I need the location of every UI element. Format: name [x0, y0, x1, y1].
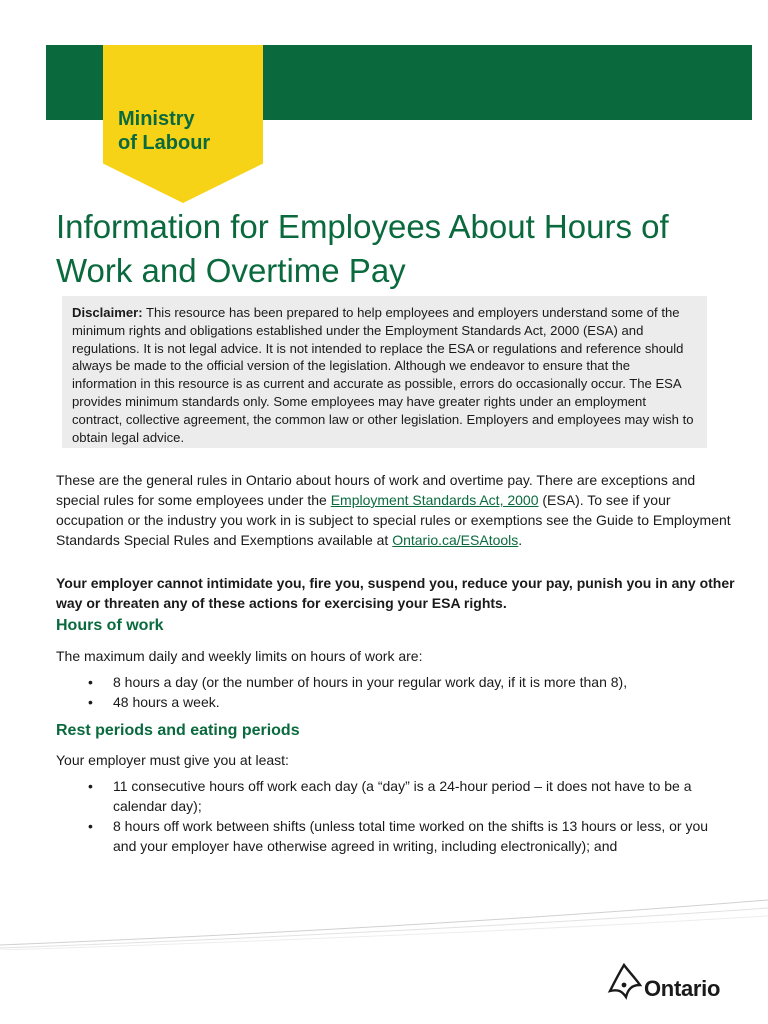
disclaimer-box: [62, 296, 707, 448]
esa-link[interactable]: Employment Standards Act, 2000: [330, 492, 539, 508]
heading-hours-of-work: Hours of work: [56, 617, 164, 634]
list-item: • 8 hours off work between shifts (unless total time worked on the shifts is 13 hours or less, or you and your employer have otherwise agreed in writing, including electronically); and: [88, 816, 728, 856]
esatools-link[interactable]: Ontario.ca/ESAtools: [392, 532, 519, 548]
intro-paragraph: [56, 470, 736, 550]
list-item: • 8 hours a day (or the number of hours in your regular work day, if it is more than 8),: [88, 672, 728, 692]
list-item: • 11 consecutive hours off work each day (a “day” is a 24-hour period – it does not have to be a calendar day);: [88, 776, 728, 816]
footer-swoosh: [0, 890, 768, 950]
hours-list: [88, 672, 728, 712]
disclaimer-paragraph: [62, 296, 707, 454]
rest-list: [88, 776, 728, 856]
disclaimer-label: Disclaimer:: [72, 305, 143, 320]
intro-text-2: (ESA). To see if your occupation or the industry you work in is subject to special rules or exemptions see the Guide to Employment Standards Special Rules and Exemptions available at: [56, 492, 731, 548]
ministry-line-2: of Labour: [118, 132, 211, 154]
list-item: • 48 hours a week.: [88, 692, 728, 712]
heading-rest-periods: Rest periods and eating periods: [56, 722, 300, 739]
trillium-icon: [606, 963, 642, 1003]
ontario-logo-text: Ontario: [644, 976, 721, 1001]
disclaimer-text: This resource has been prepared to help employees and employers understand some of the minimum rights and obligations established under the Employment Standards Act, 2000 (ESA) and regulations. It is not legal advice. It is not intended to replace the ESA or regulations and reference should always be made to the official version of the legislation. Although we endeavor to ensure that the information in this resource is as current and accurate as possible, errors do occasionally occur. The ESA provides minimum standards only. Some employees may have greater rights under an employment contract, collective agreement, the common law or other legislation. Employers and employees may wish to obtain legal advice.: [72, 305, 694, 445]
ministry-line-1: Ministry: [118, 108, 195, 130]
rights-warning: Your employer cannot intimidate you, fire you, suspend you, reduce your pay, punish you in any other way or threaten any of these actions for exercising your ESA rights.: [56, 575, 735, 611]
page-title: Information for Employees About Hours of Work and Overtime Pay: [56, 208, 669, 289]
hours-intro: The maximum daily and weekly limits on hours of work are:: [56, 648, 423, 664]
ministry-name: [118, 107, 210, 155]
rest-intro: Your employer must give you at least:: [56, 752, 289, 768]
intro-text-1: These are the general rules in Ontario about hours of work and overtime pay. There are exceptions and special rules for some employees under the: [56, 472, 696, 508]
ontario-logo: [606, 963, 756, 1009]
intro-text-3: .: [518, 532, 523, 548]
